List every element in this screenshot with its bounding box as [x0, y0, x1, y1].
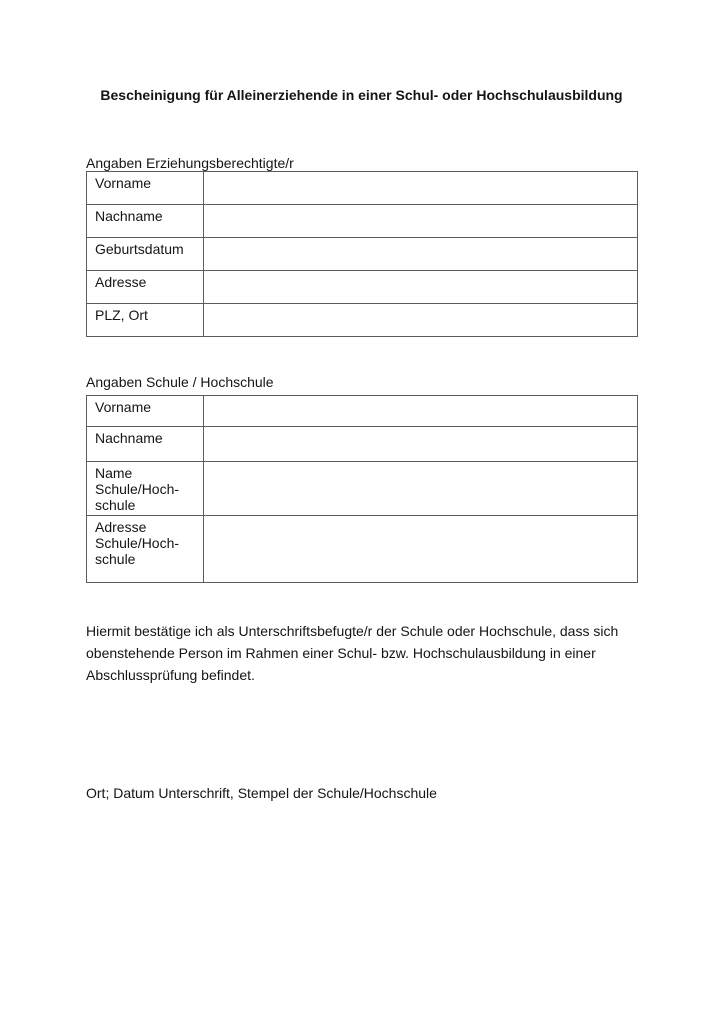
row-label: Nachname	[87, 427, 204, 462]
guardian-section-heading: Angaben Erziehungsberechtigte/r	[86, 155, 294, 171]
signature-caption: Ort; Datum Unterschrift, Stempel der Schule/Hochschule	[86, 785, 437, 801]
row-value-cell	[204, 271, 638, 304]
row-value-cell	[204, 396, 638, 427]
row-value-cell	[204, 172, 638, 205]
row-label: Vorname	[87, 172, 204, 205]
row-value-cell	[204, 304, 638, 337]
row-value-cell	[204, 516, 638, 583]
guardian-table	[86, 171, 638, 337]
row-label: PLZ, Ort	[87, 304, 204, 337]
school-row-name-schule	[87, 462, 638, 516]
row-value-cell	[204, 238, 638, 271]
document-content	[86, 0, 637, 804]
guardian-row-vorname	[87, 172, 638, 205]
row-value-cell	[204, 427, 638, 462]
row-value-cell	[204, 205, 638, 238]
school-section-heading: Angaben Schule / Hochschule	[86, 374, 274, 390]
school-row-vorname	[87, 396, 638, 427]
guardian-row-adresse	[87, 271, 638, 304]
row-label: Geburtsdatum	[87, 238, 204, 271]
guardian-row-geburtsdatum	[87, 238, 638, 271]
row-value-cell	[204, 462, 638, 516]
school-table	[86, 395, 638, 583]
row-label: Name Schule/Hoch-schule	[87, 462, 204, 516]
document-title: Bescheinigung für Alleinerziehende in einer Schul- oder Hochschulausbildung	[100, 87, 623, 103]
row-label: Vorname	[87, 396, 204, 427]
school-row-nachname	[87, 427, 638, 462]
guardian-row-nachname	[87, 205, 638, 238]
row-label: Adresse	[87, 271, 204, 304]
school-row-adresse-schule	[87, 516, 638, 583]
row-label: Adresse Schule/Hoch-schule	[87, 516, 204, 583]
row-label: Nachname	[87, 205, 204, 238]
guardian-row-plz-ort	[87, 304, 638, 337]
confirmation-paragraph: Hiermit bestätige ich als Unterschriftsbefugte/r der Schule oder Hochschule, dass sich obenstehende Person im Rahmen einer Schul- bzw. Hochschulausbildung in einer Abschlussprüfung befindet.	[86, 623, 619, 683]
